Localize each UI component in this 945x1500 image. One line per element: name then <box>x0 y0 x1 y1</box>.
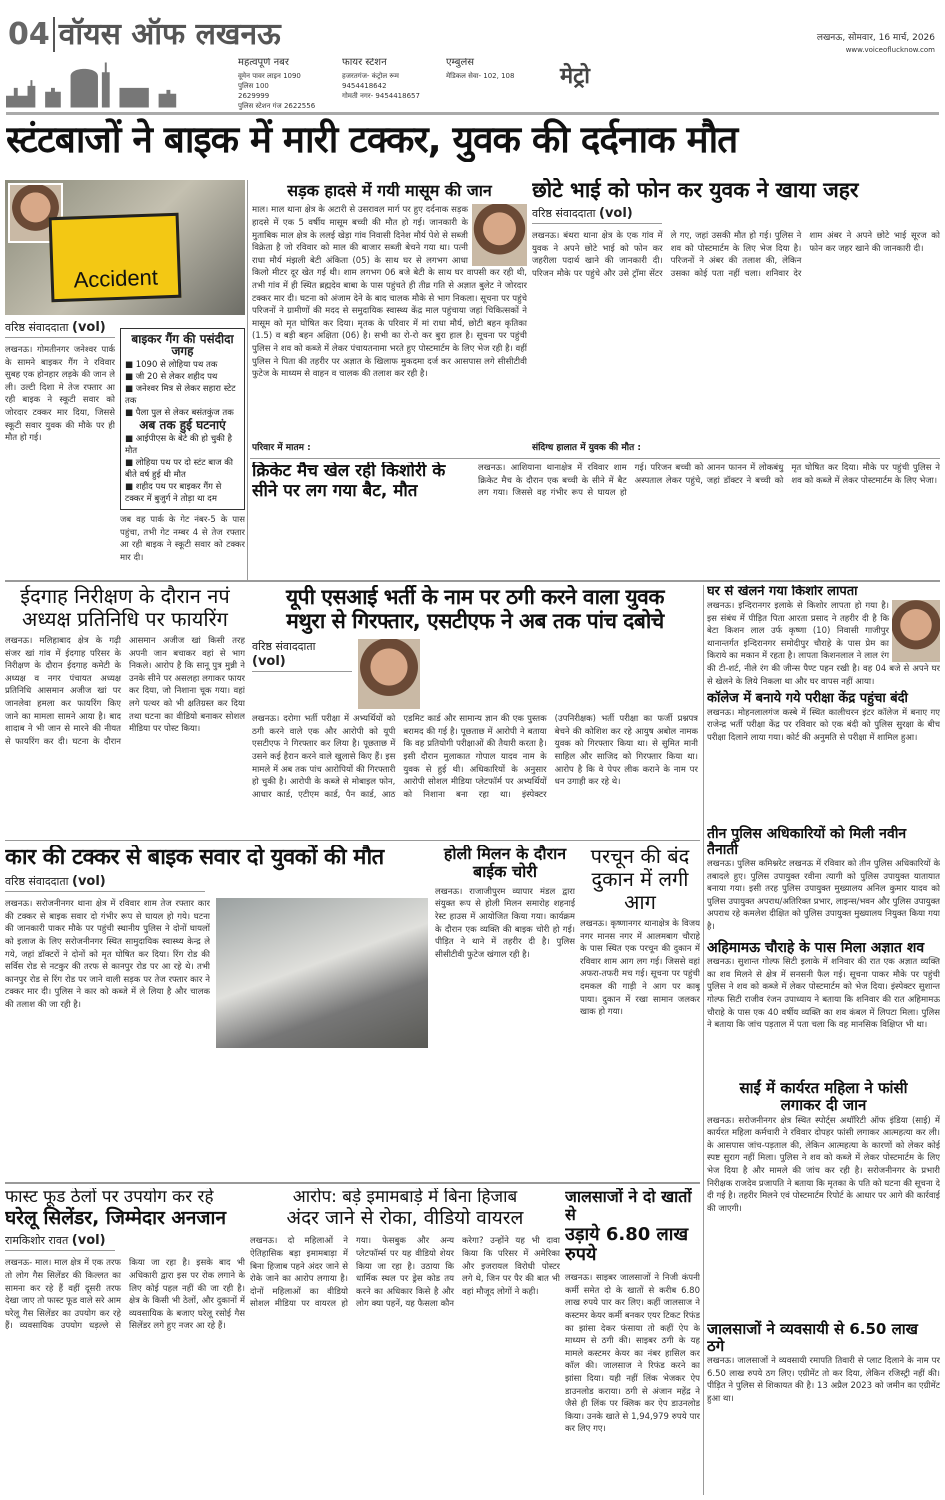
biker-gang-box <box>120 328 245 510</box>
column-divider <box>703 585 704 1495</box>
fire-headline: परचून की बंद दुकान में लगी आग <box>590 845 690 914</box>
child-photo <box>472 204 527 266</box>
idgah-article <box>5 585 245 835</box>
byline <box>252 639 352 672</box>
header-rule <box>6 112 939 115</box>
cricket-headline-wrap <box>252 462 472 574</box>
car-crash-article <box>5 845 430 1178</box>
lead-headline: स्टंटबाजों ने बाइक में मारी टक्कर, युवक की दर्दनाक मौत <box>6 118 738 161</box>
fraud680-headline-1: जालसाजों ने दो खातों से <box>565 1188 692 1225</box>
box-item: ■ जी 20 से लेकर शहीद पथ <box>125 371 240 383</box>
sai-headline-2: लगाकर दी जान <box>780 1096 867 1115</box>
upsi-article <box>252 585 698 837</box>
accident-sign <box>49 213 182 302</box>
holi-headline: होली मिलन के दौरान बाईक चोरी <box>443 845 567 882</box>
transfer-body: लखनऊ। पुलिस कमिश्नरेट लखनऊ में रविवार को तीन पुलिस अधिकारियों के तबादले हुए। पुलिस उपायुक्त रवीना त्यागी को पुलिस उपायुक्त यातायात बनाया गया। इसी तरह पुलिस उपायुक्त मुख्यालय अनिल कुमार यादव को पुलिस उपायुक्त अपराध/अतिरिक्त प्रभार, लाइन्स/भवन और पुलिस उपायुक्त अपराध रहे कमलेश दीक्षित को पुलिस उपायुक्त मुख्यालय नियुक्त किया गया है। <box>707 859 940 933</box>
cylinder-article <box>5 1188 245 1496</box>
sai-headline-1: साईं में कार्यरत महिला ने फांसी <box>739 1079 908 1098</box>
contact-row: पुलिस 100 <box>238 82 269 90</box>
contact-row: हजरतगंज- कंट्रोल रूम <box>342 72 399 80</box>
contact-row: पुलिस स्टेशन गंज 2622556 <box>238 102 316 110</box>
byline <box>5 874 205 892</box>
cylinder-body: लखनऊ- माल। माल क्षेत्र में एक तरफ तो लोग गैस सिलेंडर की किल्लत का सामना कर रहे हैं वहीं दूसरी तरफ देखा जाए तो फास्ट फूड वाले सरे आम घरेलू गैस सिलेंडर का उपयोग कर रहे हैं। व्यवसायिक उपयोग धड़ल्ले से किया जा रहा है। इसके बाद भी अधिकारी द्वारा इस पर रोक लगाने के लिए कोई पहल नहीं की जा रही है। क्षेत्र के किसी भी ठेलों, और दुकानों में व्यवसायिक के बजाए घरेलू रसोई गैस सिलेंडर लगे हुए नजर आ रहे हैं। <box>5 1258 245 1332</box>
byline-tag: (vol) <box>252 654 286 670</box>
byline-tag: (vol) <box>71 1233 106 1249</box>
fraud680-article <box>565 1188 700 1496</box>
fire-body: लखनऊ। कृष्णानगर थानाक्षेत्र के विजय नगर मानस नगर में आलमबाग चौराहे के पास स्थित एक परचून की दुकान में रविवार शाम आग लग गई। जिससे वहां अफरा-तफरी मच गई। सूचना पर पहुंची दमकल की गाड़ी ने आग पर काबू पाया। दुकान में रखा सामान जलकर खाक हो गया। <box>580 919 700 1018</box>
byline-text: वरिष्ठ संवाददाता <box>252 640 316 654</box>
hijab-headline-2: अंदर जाने से रोका, वीडियो वायरल <box>286 1206 524 1229</box>
contact-row: 9454418642 <box>342 82 387 90</box>
lead-sidebar <box>120 328 245 575</box>
child-death-body-wrap <box>252 204 527 442</box>
byline-text: वरिष्ठ संवाददाता <box>5 875 69 889</box>
fraud650-headline: जालसाजों ने व्यवसायी से 6.50 लाख ठगे <box>707 1319 918 1355</box>
upsi-body: लखनऊ। दरोगा भर्ती परीक्षा में अभ्यर्थियों को ठगी करने वाले एक और आरोपी को यूपी एसटीएफ ने गिरफ्तार कर लिया है। पूछताछ में उसने कई हैरान करने वाले खुलासे किए हैं। इस मामले में अब तक पांच आरोपियों की गिरफ्तारी हो चुकी है। आरोपी के कब्जे से मोबाइल फोन, आधार कार्ड, एटीएम कार्ड, पैन कार्ड, आठ एडमिट कार्ड और सामान्य ज्ञान की एक पुस्तक बरामद की गई है। पूछताछ में आरोपी ने बताया कि वह प्रतियोगी परीक्षाओं की तैयारी करता है। इसी दौरान मुलाकात गोपाल यादव नाम के युवक से हुई थी। अधिकारियों के अनुसार आरोपी सोशल मीडिया प्लेटफॉर्म पर अभ्यर्थियों को निशाना बना रहा था। इंस्पेक्टर (उपनिरीक्षक) भर्ती परीक्षा का फर्जी प्रश्नपत्र बेचने की कोशिश कर रहे आयुष अबोल नामक युवक को गिरफ्तार किया था। से सुमित मानी साहिल और साजिद को गिरफ्तार किया था। आरोप है कि वे पेपर लीक कराने के नाम पर धन उगाही कर रहे थे। <box>252 714 698 800</box>
accident-photo <box>5 180 245 315</box>
fire-article <box>580 845 700 1178</box>
fraud680-headline-2: उड़ाये 6.80 लाख रुपये <box>565 1223 689 1266</box>
poison-subhead: संदिग्ध हालात में युवक की मौत : <box>532 443 641 453</box>
divider <box>250 458 940 459</box>
car-crash-body: लखनऊ। सरोजनीनगर थाना क्षेत्र में रविवार शाम तेज रफ्तार कार की टक्कर से बाइक सवार दो गंभीर रूप से घायल हो गये। घटना की जानकारी पाकर मौके पर पहुंची स्थानीय पुलिस ने दोनों घायलों को इलाज के लिए सरोजनीनगर स्थित सामुदायिक स्वास्थ्य केन्द्र ले गये, जहां डॉक्टरों ने दोनों को मृत घोषित कर दिया। रिंग रोड की सर्विस रोड से नटकुर की तरफ से कानपुर रोड पर आ रहे थे। तभी कानपुर रोड से रिंग रोड पर जाने वाली सड़क पर तेज रफ्तार कार ने टक्कर मार दी। पुलिस ने कार को कब्जे में ले लिया है और चालक की तलाश की जा रही है। <box>5 899 210 1011</box>
contact-row: 2629999 <box>238 92 270 100</box>
byline-text: वरिष्ठ संवाददाता <box>532 207 596 221</box>
skyline-illustration <box>6 58 231 108</box>
cricket-headline: क्रिकेट मैच खेल रही किशोरी के सीने पर लग गया बैट, मौत <box>252 462 446 501</box>
box-item: ■ 1090 से लोहिया पथ तक <box>125 359 240 371</box>
child-death-body: माल। माल थाना क्षेत्र के अटारी से उसरावल मार्ग पर हुए दर्दनाक सड़क हादसे में एक 5 वर्षीय मासूम बच्ची की मौत हो गई। जानकारी के मुताबिक माल क्षेत्र के ललई खेड़ा गांव निवासी दिनेश मौर्य पेशे से सब्जी विक्रेता है जो रविवार को माल की बाजार सब्जी बेचने गया था। पत्नी राधा मौर्य मंझली बेटी अंकिता (05) के साथ घर से लगभग आधा किलो मीटर दूर खेत गई थी। शाम लगभग 06 बजे बेटी के साथ घर वापसी कर रही थी, तभी गांव में ही स्थित ब्रह्मदेव बाबा के पास पहुंचते ही तीव्र गति से अज्ञात बुलेट ने जोरदार टक्कर मार दी। घटना को अंजाम देने के बाद चालक मौके से भाग निकला। सूचना पर पहुंचे परिजनों ने ग्रामीणों की मदद से समुदायिक स्वास्थ्य केंद्र माल पहुंचाया जहां चिकित्सकों ने मासूम को मृत घोषित कर दिया। मृतक के परिवार में मां राधा मौर्य, छोटी बहन कृतिका (1.5) व बड़ी बहन अक्षिता (06) है। सभी का रो-रो कर बुरा हाल है। सूचना पर पहुंची पुलिस ने शव को कब्जे में लेकर पंचायतनामा भरते हुए पोस्टमार्टम के लिए भेज रही है। वहीं पुलिस ने पिता की तहरीर पर अज्ञात के खिलाफ मुकदमा दर्ज कर आसपास लगे सीसीटीवी फुटेज के माध्यम से वाहन व चालक की तलाश कर रही है। <box>252 205 527 380</box>
byline-tag: (vol) <box>599 206 633 222</box>
box-title: बाइकर गैंग की पसंदीदा जगह <box>131 332 234 358</box>
college-body: लखनऊ। मोहनलालगंज कस्बे में स्थित कालीचरन इंटर कॉलेज में बनाए गए राजेन्द्र भर्ती परीक्षा केंद्र पर रविवार को एक बंदी को पुलिस सुरक्षा के बीच परीक्षा दिलाने लाया गया। कोर्ट की अनुमति से परीक्षा में शामिल हुआ। <box>707 707 940 744</box>
body-found-headline: अहिमामऊ चौराहे के पास मिला अज्ञात शव <box>707 940 925 957</box>
divider <box>5 580 940 582</box>
accident-sign-label: Accident <box>73 264 159 293</box>
right-column <box>707 585 940 1497</box>
contact-row: मेडिकल सेवा- 102, 108 <box>446 72 515 80</box>
poison-article <box>532 178 940 454</box>
car-crash-headline: कार की टक्कर से बाइक सवार दो युवकों की मौत <box>5 845 384 870</box>
box-item: ■ पैला पुल से लेकर बसंतकुंज तक <box>125 407 240 419</box>
poison-body: लखनऊ। बंथरा थाना क्षेत्र के एक गांव में युवक ने अपने छोटे भाई को फोन कर जहरीला पदार्थ खाने की जानकारी दी। परिजन मौके पर पहुंचे और उसे ट्रॉमा सेंटर ले गए, जहां उसकी मौत हो गई। पुलिस ने शव को पोस्टमार्टम के लिए भेज दिया है। परिजनों ने अंबर की तलाश की, लेकिन उसका कोई पता नहीं चला। शनिवार देर शाम अंबर ने अपने छोटे भाई सूरज को फोन कर जहर खाने की जानकारी दी। <box>532 231 940 279</box>
box-item: ■ जनेश्वर मित्र से लेकर सहारा स्टेट तक <box>125 383 240 407</box>
college-headline: कॉलेज में बनाये गये परीक्षा केंद्र पहुंचा बंदी <box>707 690 908 706</box>
crashed-bike-photo <box>216 898 428 1048</box>
idgah-headline: ईदगाह निरीक्षण के दौरान नपं अध्यक्ष प्रतिनिधि पर फायरिंग <box>20 585 230 631</box>
byline-text: वरिष्ठ संवाददाता <box>5 321 69 334</box>
child-death-headline: सड़क हादसे में गयी मासूम की जान <box>287 182 492 200</box>
contact-row: वूमेन पावर लाइन 1090 <box>238 72 301 80</box>
byline <box>5 320 115 338</box>
section-name: मेट्रो <box>560 64 590 89</box>
box-event: ■ लोहिया पथ पर दो स्टंट बाज की बीते वर्ष हुई थी मौत <box>125 457 240 481</box>
missing-boy-photo <box>892 600 940 662</box>
column-divider <box>247 180 248 580</box>
website-link[interactable]: www.voiceoflucknow.com <box>845 46 935 54</box>
upsi-headline-1: यूपी एसआई भर्ती के नाम पर ठगी करने वाला युवक <box>285 585 664 609</box>
important-numbers <box>238 58 336 111</box>
divider <box>5 840 700 841</box>
body-found-body: लखनऊ। सुशान्त गोल्फ सिटी इलाके में शनिवार की रात एक अज्ञात व्यक्ति का शव मिलने से क्षेत्र में सनसनी फैल गई। सूचना पाकर मौके पर पहुंची पुलिस ने शव को कब्जे में लेकर पोस्टमार्टम को भेज दिया। इंस्पेक्टर सुशान्त गोल्फ सिटी राजीव रंजन उपाध्याय ने बताया कि शनिवार की रात अहिमामऊ चौराहे के पास एक 40 वर्षीय व्यक्ति का शव कंबल में लिपटा मिला। पुलिस ने बताया कि जांच पड़ताल में पता चला कि वह मानसिक विक्षिप्त भी था। <box>707 957 940 1031</box>
cricket-body: लखनऊ। आशियाना थानाक्षेत्र में रविवार शाम क्रिकेट मैच के दौरान एक बच्ची के सीने में बैट लग गया। जिससे वह गंभीर रूप से घायल हो गई। परिजन बच्ची को आनन फानन में लोकबंधु अस्पताल लेकर पहुंचे, जहां डॉक्टर ने बच्ची को मृत घोषित कर दिया। मौके पर पहुंची पुलिस ने शव को कब्जे में लेकर पोस्टमार्टम के लिए भेजा। <box>478 463 940 499</box>
cylinder-headline-2: घरेलू सिलेंडर, जिम्मेदार अनजान <box>5 1206 226 1229</box>
ambulance <box>446 58 544 81</box>
transfer-headline: तीन पुलिस अधिकारियों को मिली नवीन तैनाती <box>707 825 907 858</box>
missing-body: लखनऊ। इन्दिरानगर इलाके से किशोर लापता हो गया है। इस संबंध में पीड़ित पिता आरता प्रसाद ने तहरीर दी है कि बेटा किशन लाल उर्फ कृष्णा (10) निवासी गाजीपुर थानान्तर्गत इन्दिरानगर समोदीपुर चौराहे के पास प्रेम का किराये का मकान में रहता है। लापता किशनलाल ने लाल रंग की टी-शर्ट, नीले रंग की जीन्स पैण्ट पहन रखी है। वह 04 बजे से अपने घर से खेलने के लिये निकला था और घर वापस नहीं आया। <box>707 600 940 687</box>
child-death-subhead: परिवार में मातम : <box>252 443 311 453</box>
byline-tag: (vol) <box>72 874 106 890</box>
child-death-article <box>252 182 527 454</box>
issue-date: लखनऊ, सोमवार, 16 मार्च, 2026 <box>816 33 935 43</box>
lead-body-continued: जब वह पार्क के गेट नंबर-5 के पास पहुंचा, तभी गेट नम्बर 4 से तेज रफ्तार आ रही बाइक ने स्कूटी सवार को टक्कर मार दी। <box>120 515 245 563</box>
byline-tag: (vol) <box>72 320 106 335</box>
missing-body-wrap <box>707 600 940 688</box>
poison-headline: छोटे भाई को फोन कर युवक ने खाया जहर <box>532 178 859 202</box>
page-number: 04 <box>8 17 55 52</box>
box-event: ■ शहीद पथ पर बाइकर गैंग से टक्कर में बुजुर्ग ने तोड़ा था दम <box>125 481 240 505</box>
accused-photo <box>358 639 420 709</box>
box-subtitle: अब तक हुई घटनाएं <box>139 418 226 432</box>
upsi-headline-2: मथुरा से गिरफ्तार, एसटीएफ ने अब तक पांच दबोचे <box>286 609 664 634</box>
box-event: ■ आईपीएस के बेटे की हो चुकी है मौत <box>125 433 240 457</box>
sai-body: लखनऊ। सरोजनीनगर क्षेत्र स्थित स्पोर्ट्स अथॉरिटी ऑफ इंडिया (साई) में कार्यरत महिला कर्मचारी ने रविवार दोपहर फांसी लगाकर आत्महत्या कर ली। के आसपास जांच-पड़ताल की, लेकिन आत्महत्या के कारणों को लेकर कोई स्पष्ट सुराग नहीं मिला। पुलिस ने शव को कब्जे में लेकर पोस्टमार्टम के लिए भेज दिया है और मामले की जांच कर रही है। सरोजनीनगर के प्रभारी निरीक्षक राजदेव प्रजापति ने बताया कि मृतका के पति को घटना की सूचना दे दी गई है। तहरीर मिलने एवं पोस्टमार्टम रिपोर्ट के आधार पर आगे की कार्रवाई की जाएगी। <box>707 1115 940 1214</box>
ambulance-title: एम्बुलेंस <box>446 58 475 68</box>
cylinder-headline-1: फास्ट फूड ठेलों पर उपयोग कर रहे <box>5 1188 214 1207</box>
fraud650-body: लखनऊ। जालसाजों ने व्यवसायी रमापति तिवारी से प्लाट दिलाने के नाम पर 6.50 लाख रुपये ठग लिए। एग्रीमेंट तो कर दिया, लेकिन रजिस्ट्री नहीं की। पीड़ित ने पुलिस से शिकायत की है। 13 अप्रैल 2023 को जमीन का एग्रीमेंट हुआ था। <box>707 1356 940 1404</box>
byline-text: रामकिशोर रावत <box>5 1234 69 1248</box>
masthead <box>8 12 281 53</box>
hijab-headline-1: आरोप: बड़े इमामबाड़े में बिना हिजाब <box>292 1188 518 1207</box>
holi-article <box>435 845 575 1178</box>
hijab-body: लखनऊ। दो महिलाओं ने ऐतिहासिक बड़ा इमामबाड़ा में बिना हिजाब पहने अंदर जाने से रोके जाने का आरोप लगाया है। दोनों महिलाओं का वीडियो सोशल मीडिया पर वायरल हो गया। फेसबुक और अन्य प्लेटफॉर्म्स पर यह वीडियो शेयर किया जा रहा है। उठाया कि धार्मिक स्थल पर ड्रेस कोड तय करने का अधिकार किसे है और लोग क्या पहनें, यह फैसला कौन करेगा? उन्होंने यह भी दावा किया कि परिसर में अमेरिका और इजरायल विरोधी पोस्टर लगे थे, जिन पर पैर की बात भी वहां मौजूद लोगों ने कही। <box>250 1236 560 1310</box>
lead-body: लखनऊ। गोमतीनगर जनेश्वर पार्क के सामने बाइकर गैंग ने रविवार सुबह एक होनहार लड़के की जान ले ली। उल्टी दिशा मे तेज रफ्तार आ रही बाइक ने स्कूटी सवार को जोरदार टक्कर मार दिया, जिससे स्कूटी सवार युवक की मौके पर ही मौत हो गई। <box>5 345 115 444</box>
fire-station <box>342 58 440 101</box>
paper-name: वॉयस ऑफ लखनऊ <box>58 17 281 52</box>
divider <box>5 1182 700 1184</box>
hijab-article <box>250 1188 560 1496</box>
byline <box>532 206 662 224</box>
holi-body: लखनऊ। राजाजीपुरम व्यापार मंडल द्वारा संयुक्त रूप से होली मिलन समारोह शहनाई रेस्ट हाउस में आयोजित किया गया। कार्यक्रम के दौरान एक व्यक्ति की बाइक चोरी हो गई। पीड़ित ने थाने में तहरीर दी है। पुलिस सीसीटीवी फुटेज खंगाल रही है। <box>435 886 575 960</box>
fraud680-body: लखनऊ। साइबर जालसाजों ने निजी कंपनी कर्मी समेत दो के खातों से करीब 6.80 लाख रुपये पार कर लिए। कहीं जालसाज ने कस्टमर केयर कर्मी बनकर एयर टिकट रिफंड का झांसा देकर फंसाया तो कहीं ऐप के माध्यम से ठगी की। साइबर ठगी के यह मामले कस्टमर केयर का नंबर हासिल कर कॉल की। जालसाज ने रिफंड करने का झांसा दिया। यही नहीं लिंक भेजकर ऐप डाउनलोड कराया। ठगी से अंजान महेंद्र ने जैसे ही लिंक पर क्लिक कर ऐप डाउनलोड किया। उनके खाते से 1,94,979 रुपये पार कर लिए गए। <box>565 1273 700 1435</box>
idgah-body: लखनऊ। मलिहाबाद क्षेत्र के गढ़ी संजर खां गांव में ईदगाह परिसर के निरीक्षण के दौरान ईदगाह कमेटी के अध्यक्ष व नगर पंचायत अध्यक्ष प्रतिनिधि आसमान अजीज खां पर जानलेवा हमला कर फायरिंग किए जाने का मामला सामने आया है। बाद शादाब ने भी जान से मारने की नीयत से फायरिंग कर दी। घटना के दौरान आसमान अजीज खां किसी तरह अपनी जान बचाकर वहां से भाग निकले। आरोप है कि सानू पुत्र मुन्नी ने उनके सीने पर असलहा लगाकर फायर कर दिया, जो निशाना चूक गया। वहां लगे पत्थर को भी क्षतिग्रस्त कर दिया तथा घटना का वीडियो बनाकर सोशल मीडिया पर पोस्ट किया। <box>5 636 245 747</box>
important-numbers-title: महत्वपूर्ण नंबर <box>238 58 289 68</box>
missing-headline: घर से खेलने गया किशोर लापता <box>707 585 858 599</box>
lead-article <box>5 320 115 575</box>
contact-row: गोमती नगर- 9454418657 <box>342 92 420 100</box>
fire-station-title: फायर स्टेशन <box>342 58 387 68</box>
byline <box>5 1233 115 1251</box>
